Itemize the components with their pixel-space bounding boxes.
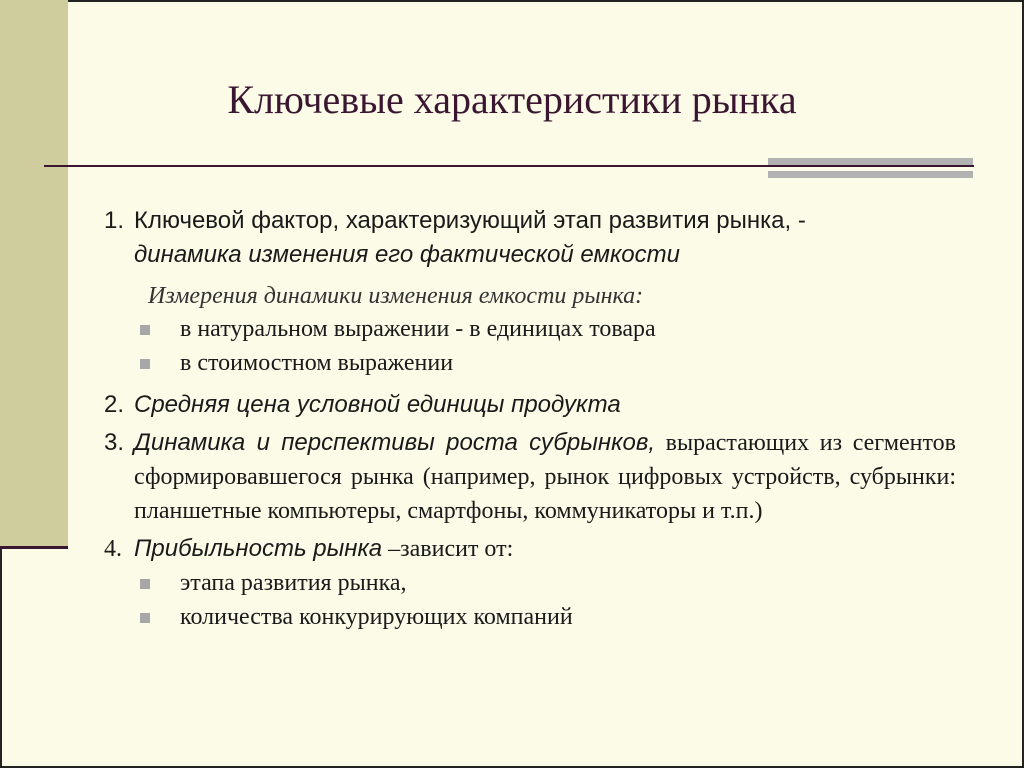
- profit-bullet-text: этапа развития рынка,: [180, 570, 407, 596]
- item-4-text: –зависит от:: [388, 536, 514, 562]
- measurement-bullet: [104, 312, 956, 346]
- item-2-number: 2.: [104, 391, 125, 418]
- profit-bullet: [104, 566, 956, 600]
- slide-title: Ключевые характеристики рынка: [227, 77, 797, 122]
- item-2: [104, 388, 956, 422]
- item-3-text: вырастающих из сегментов сформировавшегося рынка (например, рынок цифровых устройств, субрынки: планшетные компьютеры, смартфоны, коммуникаторы и т.п.): [134, 430, 957, 524]
- frame-top-border: [0, 0, 1024, 2]
- decor-grey-bar-top: [768, 158, 973, 165]
- item-1-number: 1.: [104, 207, 125, 234]
- decor-grey-bar-bottom: [768, 171, 973, 178]
- left-decor-rule: [0, 546, 68, 549]
- item-4-number: 4.: [104, 536, 122, 562]
- title-underline: [44, 165, 974, 167]
- measurement-bullet-text: в натуральном выражении - в единицах товара: [180, 316, 656, 342]
- measurement-bullet: [104, 346, 956, 380]
- profit-list: [104, 566, 956, 634]
- square-bullet-icon: [140, 325, 150, 335]
- item-3-emphasis: Динамика и перспективы роста субрынков,: [134, 429, 656, 456]
- profit-bullet-text: количества конкурирующих компаний: [180, 604, 573, 630]
- profit-bullet: [104, 600, 956, 634]
- left-decor-band: [0, 0, 68, 546]
- item-1: [104, 204, 956, 272]
- item-3: [104, 426, 956, 528]
- measurement-list: [104, 312, 956, 380]
- measurement-heading: Измерения динамики изменения емкости рынка:: [148, 283, 644, 309]
- item-4-emphasis: Прибыльность рынка: [134, 535, 383, 562]
- item-1-emphasis: динамика изменения его фактической емкости: [134, 241, 680, 268]
- square-bullet-icon: [140, 613, 150, 623]
- slide-content: [104, 204, 956, 634]
- item-3-number: 3.: [104, 429, 125, 456]
- square-bullet-icon: [140, 579, 150, 589]
- measurement-bullet-text: в стоимостном выражении: [180, 350, 454, 376]
- item-4: [104, 532, 956, 566]
- square-bullet-icon: [140, 359, 150, 369]
- item-2-emphasis: Средняя цена условной единицы продукта: [134, 391, 621, 418]
- item-1-text: Ключевой фактор, характеризующий этап развития рынка, -: [134, 207, 806, 234]
